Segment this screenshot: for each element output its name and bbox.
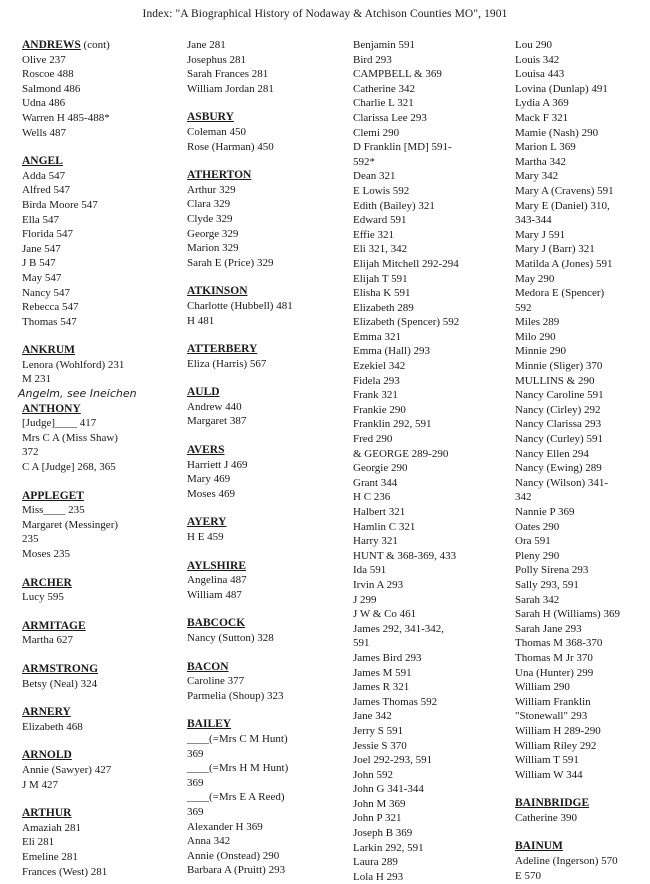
index-entry: George 329 (187, 227, 239, 240)
index-entry: H 481 (187, 314, 215, 327)
index-entry: Betsy (Neal) 324 (22, 677, 98, 690)
index-entry: Roscoe 488 (22, 68, 74, 81)
surname-heading-text: AULD (187, 386, 220, 399)
surname-heading-text: ATTERBERY (187, 343, 258, 356)
index-entry: Nancy Clarissa 293 (515, 418, 602, 431)
index-entry: Minnie 290 (515, 345, 567, 358)
section-spacer (187, 501, 350, 515)
index-column-2 (187, 38, 350, 878)
index-entry: H C 236 (353, 491, 391, 504)
index-entry: CAMPBELL & 369 (353, 68, 442, 81)
index-entry: Alfred 547 (22, 184, 70, 197)
index-entry: Clyde 329 (187, 212, 233, 225)
index-entry: Thomas 547 (22, 315, 77, 328)
index-entry: Ida 591 (353, 564, 387, 577)
index-entry: Wells 487 (22, 126, 67, 139)
index-entry: 592* (353, 155, 375, 168)
index-entry: May 290 (515, 272, 555, 285)
index-column-1 (18, 38, 182, 879)
index-entry: Benjamin 591 (353, 39, 416, 51)
surname-heading-text: ANDREWS (22, 39, 81, 51)
index-entry: H E 459 (187, 531, 224, 544)
index-entry: 592 (515, 301, 532, 314)
index-entry: M 231 (22, 373, 52, 386)
index-entry: Jane 342 (353, 710, 392, 723)
section-spacer (187, 96, 350, 110)
index-entry: Andrew 440 (187, 400, 242, 413)
index-entry: Elisha K 591 (353, 287, 411, 300)
index-entry: Udna 486 (22, 97, 66, 110)
index-entry: Caroline 377 (187, 675, 245, 688)
index-entry: Elizabeth 289 (353, 301, 414, 314)
index-entry: Charlie L 321 (353, 97, 414, 110)
index-entry: Eliza (Harris) 567 (187, 357, 267, 370)
surname-heading (22, 576, 182, 591)
index-entry: John P 321 (353, 812, 402, 825)
index-entry: Adeline (Ingerson) 570 (515, 855, 618, 868)
index-entry: Lou 290 (515, 39, 552, 51)
index-entry: Eli 321, 342 (353, 243, 408, 256)
surname-heading (187, 284, 350, 299)
surname-heading (22, 806, 182, 821)
index-entry: J M 427 (22, 778, 59, 791)
index-entry: Moses 235 (22, 548, 70, 560)
index-entry: Amaziah 281 (22, 821, 81, 834)
index-entry: Jerry S 591 (353, 724, 404, 737)
surname-heading-text: ATKINSON (187, 285, 248, 298)
index-entry: Nancy Caroline 591 (515, 389, 604, 402)
surname-heading (187, 385, 350, 400)
index-entry: Bird 293 (353, 53, 392, 66)
index-entry: Martha 627 (22, 634, 74, 647)
index-entry: Mamie (Nash) 290 (515, 126, 599, 139)
index-entry: Laura 289 (353, 856, 398, 869)
handwritten-note: Angelm, see Ineichen (18, 387, 137, 401)
index-entry: Ella 547 (22, 213, 59, 226)
index-entry: William H 289-290 (515, 724, 601, 737)
index-entry: John 592 (353, 768, 394, 781)
index-entry: Joel 292-293, 591 (353, 754, 433, 767)
index-entry: Effie 321 (353, 228, 395, 241)
surname-heading (22, 343, 182, 358)
index-entry: Minnie (Sliger) 370 (515, 360, 603, 373)
index-entry: 369 (187, 805, 204, 818)
surname-heading-text: BAINUM (515, 840, 563, 853)
index-entry: Jane 547 (22, 242, 61, 255)
index-entry: Mary J (Barr) 321 (515, 243, 595, 256)
surname-heading-text: ANGEL (22, 155, 63, 168)
index-entry: Salmond 486 (22, 82, 81, 95)
surname-heading-text: ASBURY (187, 111, 234, 124)
index-entry: Grant 344 (353, 476, 398, 489)
index-entry: Sarah E (Price) 329 (187, 256, 274, 269)
index-entry: Hamlin C 321 (353, 520, 416, 533)
index-entry: Catherine 342 (353, 82, 416, 95)
surname-heading (22, 705, 182, 720)
index-entry: Sarah Jane 293 (515, 622, 582, 635)
index-entry: Ezekiel 342 (353, 360, 406, 373)
surname-heading (22, 489, 182, 504)
surname-heading-text: BABCOCK (187, 617, 246, 630)
index-entry: Frankie 290 (353, 403, 406, 416)
index-entry: 343-344 (515, 214, 552, 227)
index-entry: "Stonewall" 293 (515, 710, 588, 723)
surname-heading (515, 839, 647, 854)
index-entry: James Bird 293 (353, 651, 422, 664)
index-entry: Nancy (Sutton) 328 (187, 632, 274, 644)
index-entry: Thomas M Jr 370 (515, 651, 593, 664)
section-spacer (22, 140, 182, 154)
index-entry: Nancy 547 (22, 286, 70, 299)
surname-heading-text: ARNOLD (22, 749, 72, 762)
surname-heading-text: ANKRUM (22, 344, 76, 357)
index-entry: Harry 321 (353, 535, 398, 548)
index-entry: Fred 290 (353, 433, 393, 446)
surname-heading (515, 796, 647, 811)
index-entry: Angelina 487 (187, 574, 247, 587)
section-spacer (515, 825, 647, 839)
surname-heading-text: ARNERY (22, 706, 71, 719)
index-entry: Elizabeth 468 (22, 720, 83, 733)
surname-heading (22, 38, 182, 53)
surname-heading-text: ARMSTRONG (22, 662, 99, 675)
index-entry: Emma 321 (353, 330, 401, 343)
index-entry: Medora E (Spencer) (515, 287, 605, 300)
index-entry: Marion L 369 (515, 141, 576, 154)
index-entry: James 292, 341-342, (353, 622, 445, 635)
index-entry: 342 (515, 491, 532, 504)
surname-heading-text: AVERS (187, 444, 225, 457)
index-entry: Lola H 293 (353, 870, 404, 883)
index-entry: Clemi 290 (353, 126, 400, 139)
index-entry: Frank 321 (353, 389, 398, 402)
surname-heading (187, 342, 350, 357)
index-entry: E 570 (515, 869, 541, 882)
index-entry: Thomas M 368-370 (515, 637, 603, 650)
index-entry: J W & Co 461 (353, 608, 417, 621)
surname-heading (187, 168, 350, 183)
index-entry: Elijah T 591 (353, 272, 408, 285)
surname-heading (187, 717, 350, 732)
index-entry: Louis 342 (515, 53, 560, 66)
index-entry: Jessie S 370 (353, 739, 407, 752)
index-entry: Ora 591 (515, 535, 551, 548)
section-spacer (22, 562, 182, 576)
index-entry: Annie (Sawyer) 427 (22, 763, 112, 776)
section-spacer (22, 475, 182, 489)
index-entry: Polly Sirena 293 (515, 564, 589, 577)
index-entry: Halbert 321 (353, 506, 406, 518)
index-entry: Birda Moore 547 (22, 198, 98, 211)
index-entry: Lucy 595 (22, 591, 64, 604)
index-entry: J B 547 (22, 257, 56, 270)
index-entry: Georgie 290 (353, 462, 408, 475)
index-entry: Barbara A (Pruitt) 293 (187, 864, 286, 877)
index-entry: William Jordan 281 (187, 82, 274, 95)
index-entry: 372 (22, 446, 39, 459)
index-entry: Edward 591 (353, 214, 407, 227)
index-entry: Mary E (Daniel) 310, (515, 199, 610, 212)
index-column-4 (515, 38, 647, 883)
index-entry: Pleny 290 (515, 549, 560, 562)
surname-heading (22, 402, 182, 417)
section-spacer (187, 703, 350, 717)
index-entry: Franklin 292, 591 (353, 418, 432, 431)
surname-heading (187, 559, 350, 574)
index-entry: Parmelia (Shoup) 323 (187, 689, 284, 702)
index-entry: James M 591 (353, 666, 412, 679)
section-spacer (22, 792, 182, 806)
index-entry: Clara 329 (187, 198, 231, 211)
index-entry: D Franklin [MD] 591- (353, 141, 452, 154)
index-entry: Miss____ 235 (22, 504, 85, 517)
surname-heading (187, 515, 350, 530)
index-entry: Sarah Frances 281 (187, 68, 269, 81)
index-entry: & GEORGE 289-290 (353, 447, 449, 460)
surname-heading-text: BACON (187, 660, 229, 673)
index-entry: C A [Judge] 268, 365 (22, 461, 116, 474)
index-column-3 (353, 38, 513, 884)
surname-heading-suffix: (cont) (80, 39, 110, 51)
index-entry: Eli 281 (22, 836, 55, 849)
index-entry: John M 369 (353, 797, 406, 810)
surname-heading (187, 110, 350, 125)
index-entry: Joseph B 369 (353, 827, 413, 840)
index-entry: Sally 293, 591 (515, 578, 579, 591)
index-entry: 235 (22, 533, 39, 546)
index-entry: Nancy Ellen 294 (515, 447, 589, 460)
index-entry: Sarah H (Williams) 369 (515, 608, 620, 621)
index-entry: John G 341-344 (353, 783, 424, 796)
index-entry: Nancy (Cirley) 292 (515, 403, 601, 416)
index-entry: William Franklin (515, 695, 591, 708)
surname-heading-text: ARMITAGE (22, 619, 86, 632)
index-entry: ____(=Mrs H M Hunt) (187, 762, 289, 775)
surname-heading-text: BAILEY (187, 718, 232, 731)
index-entry: William 290 (515, 681, 570, 694)
index-entry: Mrs C A (Miss Shaw) (22, 431, 118, 444)
index-entry: Milo 290 (515, 330, 556, 343)
surname-heading (187, 660, 350, 675)
index-entry: Catherine 390 (515, 811, 578, 824)
surname-heading (22, 154, 182, 169)
surname-heading (22, 619, 182, 634)
surname-heading (187, 616, 350, 631)
index-entry: Olive 237 (22, 53, 66, 66)
index-entry: Nancy (Wilson) 341- (515, 476, 609, 489)
index-entry: Clarissa Lee 293 (353, 111, 427, 124)
index-entry: ____(=Mrs C M Hunt) (187, 732, 288, 745)
index-entry: Dean 321 (353, 170, 396, 183)
index-entry: Mary A (Cravens) 591 (515, 184, 614, 197)
index-entry: Rose (Harman) 450 (187, 140, 274, 153)
index-entry: Mack F 321 (515, 111, 569, 124)
surname-heading-text: ATHERTON (187, 169, 252, 182)
section-spacer (187, 602, 350, 616)
surname-heading-text: BAINBRIDGE (515, 797, 590, 810)
index-entry: Harriett J 469 (187, 458, 248, 471)
index-entry: Emeline 281 (22, 850, 78, 863)
section-spacer (187, 429, 350, 443)
surname-heading (22, 748, 182, 763)
section-spacer (515, 782, 647, 796)
index-entry: James R 321 (353, 681, 410, 694)
index-entry: Warren H 485-488* (22, 111, 110, 124)
section-spacer (22, 329, 182, 343)
index-entry: Coleman 450 (187, 125, 246, 138)
surname-heading-text: ARCHER (22, 576, 72, 589)
index-entry: Fidela 293 (353, 374, 400, 387)
index-entry: Larkin 292, 591 (353, 841, 424, 854)
section-spacer (187, 545, 350, 559)
index-entry: Sarah 342 (515, 593, 560, 606)
section-spacer (187, 646, 350, 660)
surname-heading-text: APPLEGET (22, 489, 84, 502)
index-entry: William Riley 292 (515, 739, 597, 752)
index-entry: Una (Hunter) 299 (515, 666, 594, 679)
section-spacer (187, 371, 350, 385)
surname-heading-text: AYLSHIRE (187, 559, 247, 572)
index-entry: ____(=Mrs E A Reed) (187, 791, 285, 804)
index-entry: Miles 289 (515, 316, 560, 329)
index-entry: Nannie P 369 (515, 506, 575, 518)
index-entry: Nancy (Ewing) 289 (515, 462, 602, 475)
index-entry: Florida 547 (22, 228, 74, 241)
index-entry: Margaret 387 (187, 415, 247, 428)
index-entry: Marion 329 (187, 242, 239, 255)
index-entry: Mary J 591 (515, 228, 566, 241)
index-entry: Edith (Bailey) 321 (353, 199, 435, 212)
surname-heading-text: ARTHUR (22, 807, 72, 820)
page-title: Index: "A Biographical History of Nodaway & Atchison Counties MO", 1901 (142, 8, 508, 20)
index-entry: Mary 469 (187, 473, 231, 486)
index-entry: James Thomas 592 (353, 695, 438, 708)
index-entry: Elizabeth (Spencer) 592 (353, 316, 460, 329)
index-entry: Adda 547 (22, 169, 66, 182)
section-spacer (187, 328, 350, 342)
index-entry: Oates 290 (515, 520, 560, 533)
surname-heading (22, 662, 182, 677)
index-entry: 591 (353, 637, 370, 650)
index-entry: E Lowis 592 (353, 184, 410, 197)
index-entry: Lydia A 369 (515, 97, 569, 110)
section-spacer (22, 734, 182, 748)
index-entry: Matilda A (Jones) 591 (515, 257, 613, 270)
index-entry: HUNT & 368-369, 433 (353, 549, 457, 562)
index-entry: Mary 342 (515, 170, 559, 183)
surname-heading-text: AYERY (187, 516, 227, 529)
index-entry: MULLINS & 290 (515, 374, 595, 387)
index-entry: William 487 (187, 588, 242, 601)
index-entry: Emma (Hall) 293 (353, 345, 430, 358)
index-entry: Frances (West) 281 (22, 865, 108, 878)
index-entry: Annie (Onstead) 290 (187, 849, 280, 862)
index-entry: Rebecca 547 (22, 301, 79, 314)
surname-heading-text: ANTHONY (22, 402, 81, 415)
index-entry: Louisa 443 (515, 68, 565, 81)
index-entry: Josephus 281 (187, 53, 246, 66)
index-entry: Arthur 329 (187, 183, 236, 196)
index-entry: Lovina (Dunlap) 491 (515, 82, 608, 95)
index-entry: Margaret (Messinger) (22, 518, 119, 531)
index-entry: Nancy (Curley) 591 (515, 433, 603, 446)
index-entry: Moses 469 (187, 487, 235, 500)
surname-heading (187, 443, 350, 458)
section-spacer (22, 691, 182, 705)
index-entry: Jane 281 (187, 39, 226, 51)
index-entry: May 547 (22, 271, 62, 284)
index-entry: 369 (187, 776, 204, 789)
section-spacer (22, 648, 182, 662)
index-entry: Elijah Mitchell 292-294 (353, 257, 459, 270)
index-entry: William T 591 (515, 754, 579, 767)
index-entry: Charlotte (Hubbell) 481 (187, 299, 293, 312)
index-entry: Lenora (Wohlford) 231 (22, 358, 125, 371)
section-spacer (187, 154, 350, 168)
index-entry: 369 (187, 747, 204, 760)
index-entry: Irvin A 293 (353, 578, 404, 591)
index-entry: Alexander H 369 (187, 820, 263, 833)
index-entry: Martha 342 (515, 155, 567, 168)
index-entry: Anna 342 (187, 835, 231, 848)
section-spacer (187, 270, 350, 284)
index-entry: [Judge]____ 417 (22, 417, 97, 430)
section-spacer (22, 605, 182, 619)
index-entry: J 299 (353, 593, 377, 606)
index-entry: William W 344 (515, 768, 583, 781)
